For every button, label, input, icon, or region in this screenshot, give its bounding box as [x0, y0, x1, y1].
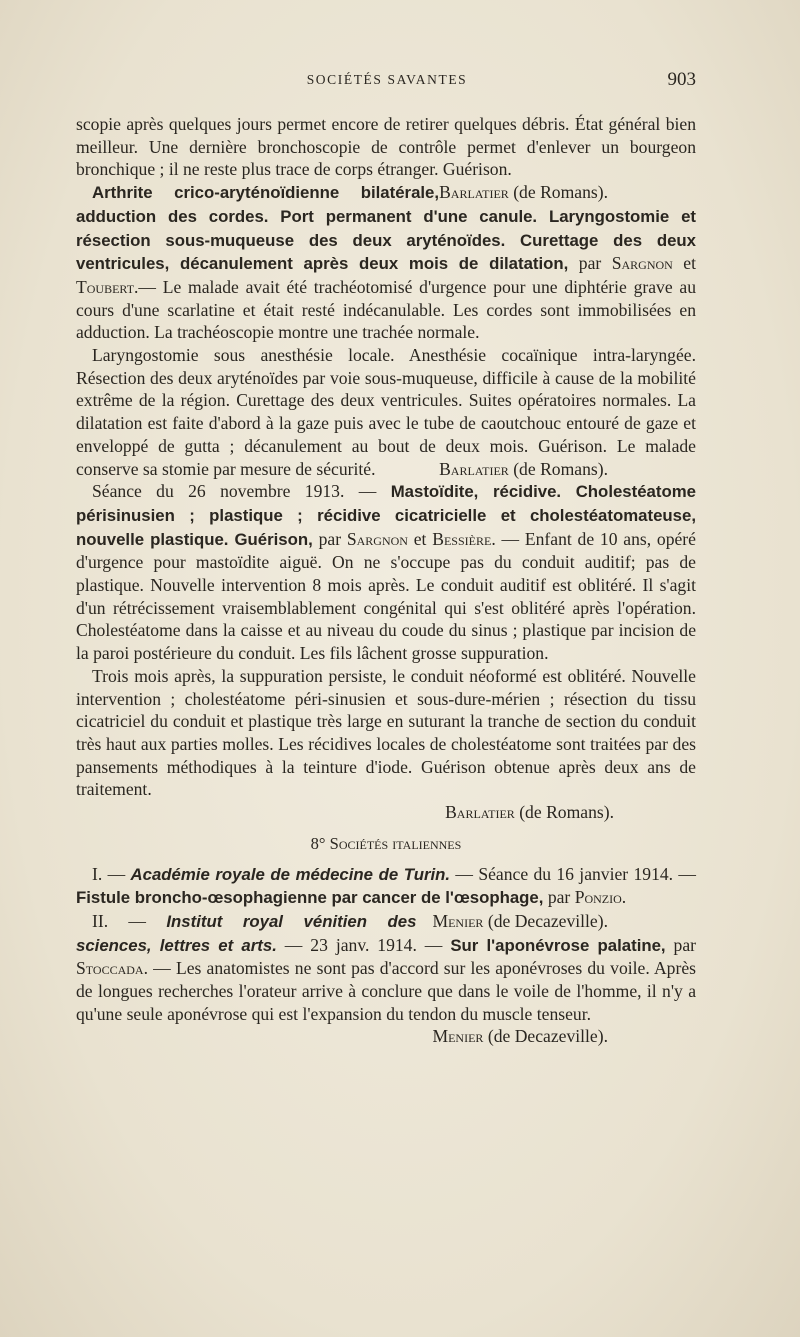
article-title: Fistule broncho-œsophagienne par cancer de l'œsophage, — [76, 888, 544, 908]
author-name: Ponzio. — [574, 887, 627, 908]
author-name: Sargnon — [611, 253, 673, 274]
article-paragraph — [76, 665, 696, 801]
by-word: par — [673, 934, 696, 955]
author-name: Toubert — [76, 276, 135, 297]
session-date: Séance du 26 novembre 1913. — — [92, 481, 377, 502]
author-name: Bessière — [432, 528, 492, 549]
signer-place: (de Decazeville). — [487, 910, 608, 931]
session-date: — 23 janv. 1914. — — [284, 934, 443, 955]
article-title: Arthrite crico-aryténoïdienne bilatérale, adduction des cordes. Port permanent d'une canule. Laryngostomie et résection sous-muqueuse des deux aryténoïdes. Curettage des deux ventricules, décanulement après deux mois de dilatation, — [76, 183, 696, 274]
signer-place: (de Decazeville). — [487, 1026, 608, 1047]
by-word: par — [547, 887, 571, 908]
signer-name: Menier — [432, 910, 484, 931]
and-word: et — [413, 528, 427, 549]
signer-name: Barlatier — [439, 182, 509, 203]
signature — [439, 181, 608, 204]
society-name: Institut royal vénitien des sciences, lettres et arts. — [76, 911, 417, 955]
signer-name: Barlatier — [445, 802, 515, 823]
item-number: I. — — [92, 863, 126, 884]
section-heading — [76, 833, 696, 856]
author-name: Stoccada — [76, 958, 144, 979]
article-title: Sur l'aponévrose palatine, — [450, 935, 666, 955]
and-word: et — [683, 253, 696, 274]
paragraph-text: .— Le malade avait été trachéotomisé d'urgence pour une diphtérie grave au cours d'une scarlatine et était resté indécanulable. Les cordes sont immobilisées en adduction. La trachéoscopie montre une trachée normale. — [76, 276, 696, 343]
section-title: Sociétés italiennes — [329, 833, 462, 853]
paragraph-text: . — Les anatomistes ne sont pas d'accord sur les aponévroses du voile. Après de longues recherches l'orateur arrive à conclure que dans le voile de l'homme, il n'y a qu'une seule aponévrose qui est l'expansion du tendon du muscle tenseur. — [76, 958, 696, 1024]
signature-line — [76, 801, 696, 824]
session-date: — Séance du 16 janvier 1914. — — [455, 863, 696, 884]
running-head: SOCIÉTÉS SAVANTES — [306, 72, 468, 87]
paragraph-continuation — [76, 113, 696, 203]
signer-name: Barlatier — [439, 458, 509, 479]
society-name: Académie royale de médecine de Turin. — [130, 864, 451, 884]
page-header — [78, 69, 696, 96]
section-number: 8° — [310, 833, 326, 853]
signer-place: (de Romans). — [519, 802, 614, 823]
signer-place: (de Romans). — [513, 458, 608, 479]
by-word: par — [578, 253, 602, 274]
article-title: Mastoïdite, récidive. Cholestéatome périsinusien ; plastique ; récidive cicatricielle et cholestéatomateuse, nouvelle plastique. Guérison, — [76, 482, 696, 549]
article-laryngostomy — [76, 181, 696, 344]
signer-name: Menier — [432, 1026, 484, 1047]
signature — [423, 458, 608, 481]
signature — [76, 801, 696, 824]
article-paragraph — [76, 344, 696, 480]
paragraph-text: Laryngostomie sous anesthésie locale. Anesthésie cocaïnique intra-laryngée. Résection des deux aryténoïdes par voie sous-muqueuse, difficile à cause de la mobilité extrême de la région. Curettage des deux ventricules. Suites opératoires normales. La dilatation est faite d'abord à la gaze puis avec le tube de caoutchouc entouré de gaze et enveloppé de gutta ; décanulement au bout de deux mois. Guérison. Le malade conserve sa stomie par mesure de sécurité. — [76, 345, 696, 479]
article-mastoiditis — [76, 480, 696, 665]
signer-place: (de Romans). — [513, 182, 608, 203]
by-word: par — [318, 528, 342, 549]
author-name: Sargnon — [346, 528, 408, 549]
paragraph-text: Trois mois après, la suppuration persiste, le conduit néoformé est oblitéré. Nouvelle intervention ; cholestéatome péri-sinusien et sous-dure-mérien ; résection du tissu cicatriciel du conduit et plastique très large en suturant la tranche de section du conduit très haut aux parties molles. Les récidives locales de cholestéatome sont traitées par des pansements méthodiques à la teinture d'iode. Guérison obtenue après deux ans de traitement. — [76, 665, 696, 800]
paragraph-text: scopie après quelques jours permet encore de retirer quelques débris. État général bien meilleur. Une dernière bronchoscopie de contrôle permet d'enlever un bourgeon bronchique ; il ne reste plus trace de corps étranger. Guérison. — [76, 114, 696, 180]
page-number: 903 — [667, 69, 696, 90]
paragraph-text: . — Enfant de 10 ans, opéré d'urgence pour mastoïdite aiguë. On ne s'occupe pas du conduit auditif; pas de plastique. Nouvelle intervention 8 mois après. Le conduit auditif est oblitéré. Il s'agit d'un rétrécissement vraisemblablement congénital qui s'est oblitéré après l'opération. Cholestéatome dans la caisse et au niveau du coude du sinus ; plastique par incision de la paroi postérieure du conduit. Les fils lâchent grosse suppuration. — [76, 528, 696, 664]
item-number: II. — — [92, 910, 147, 931]
signature — [416, 910, 608, 933]
body-text — [76, 113, 696, 1048]
signature — [416, 1025, 608, 1048]
